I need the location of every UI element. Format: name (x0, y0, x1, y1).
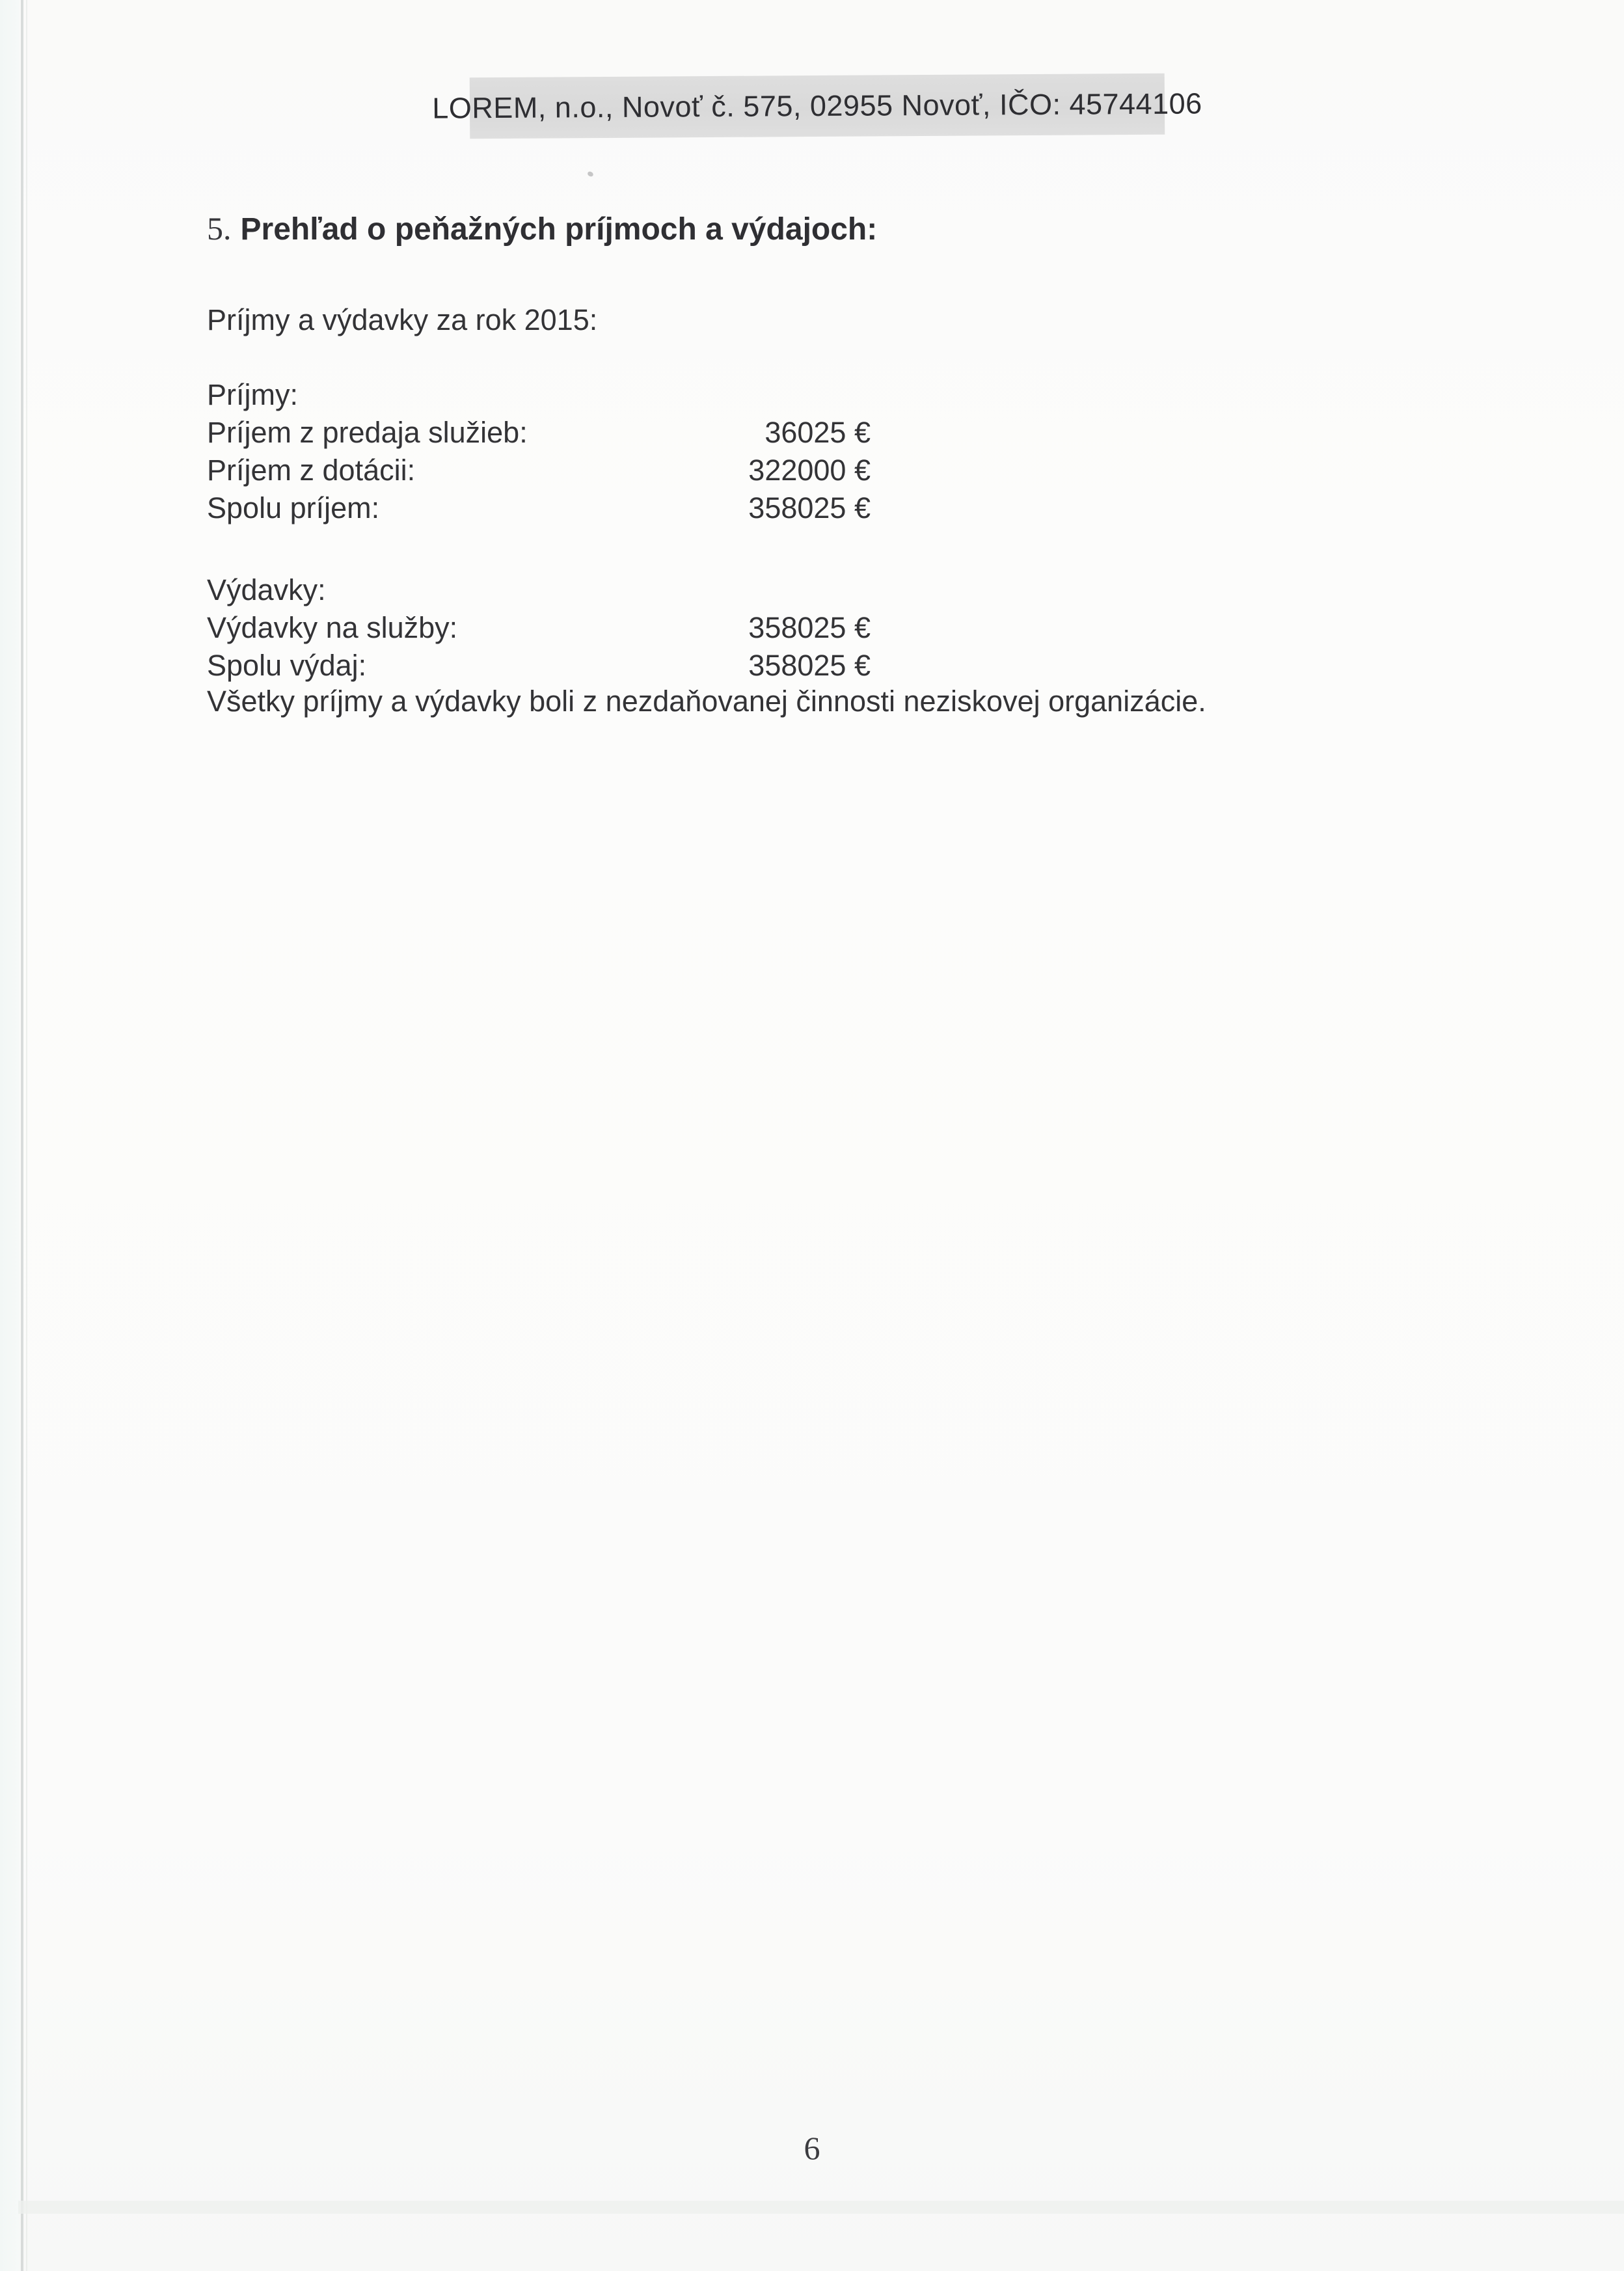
section-heading (207, 210, 877, 247)
expense-row-value: 358025 € (748, 649, 871, 682)
expense-row-total (207, 647, 936, 685)
income-row-grants (207, 452, 936, 489)
intro-line: Príjmy a výdavky za rok 2015: (207, 303, 598, 336)
expense-heading: Výdavky: (207, 573, 326, 606)
section-heading-text: Prehľad o peňažných príjmoch a výdajoch: (240, 212, 878, 247)
scan-edge-line-faint (26, 0, 27, 2271)
expense-row-services (207, 609, 936, 647)
page-number: 6 (804, 2130, 820, 2166)
letterhead-text: LOREM, n.o., Novoť č. 575, 02955 Novoť, IČO: 45744106 (432, 87, 1202, 125)
income-heading: Príjmy: (207, 378, 298, 411)
scan-edge-strip (0, 0, 20, 2271)
income-row-label: Spolu príjem: (207, 491, 380, 524)
income-row-total (207, 489, 936, 527)
expense-row-label: Spolu výdaj: (207, 649, 367, 682)
expense-heading-row (207, 571, 936, 609)
letterhead-highlight (432, 74, 1202, 139)
income-row-value: 36025 € (765, 416, 871, 449)
income-heading-row (207, 376, 936, 414)
closing-note: Všetky príjmy a výdavky boli z nezdaňovanej činnosti neziskovej organizácie. (207, 685, 1206, 718)
income-row-value: 322000 € (748, 454, 871, 487)
expense-row-label: Výdavky na služby: (207, 611, 458, 644)
expense-row-value: 358025 € (748, 611, 871, 644)
scan-edge-line (21, 0, 23, 2271)
income-row-services (207, 414, 936, 452)
income-row-label: Príjem z predaja služieb: (207, 416, 528, 449)
income-row-value: 358025 € (748, 491, 871, 524)
income-section (207, 376, 936, 527)
scan-speck (587, 170, 594, 177)
scan-bottom-band (18, 2201, 1624, 2214)
section-number: 5. (207, 210, 232, 247)
expense-section (207, 571, 936, 685)
income-row-label: Príjem z dotácii: (207, 454, 416, 487)
